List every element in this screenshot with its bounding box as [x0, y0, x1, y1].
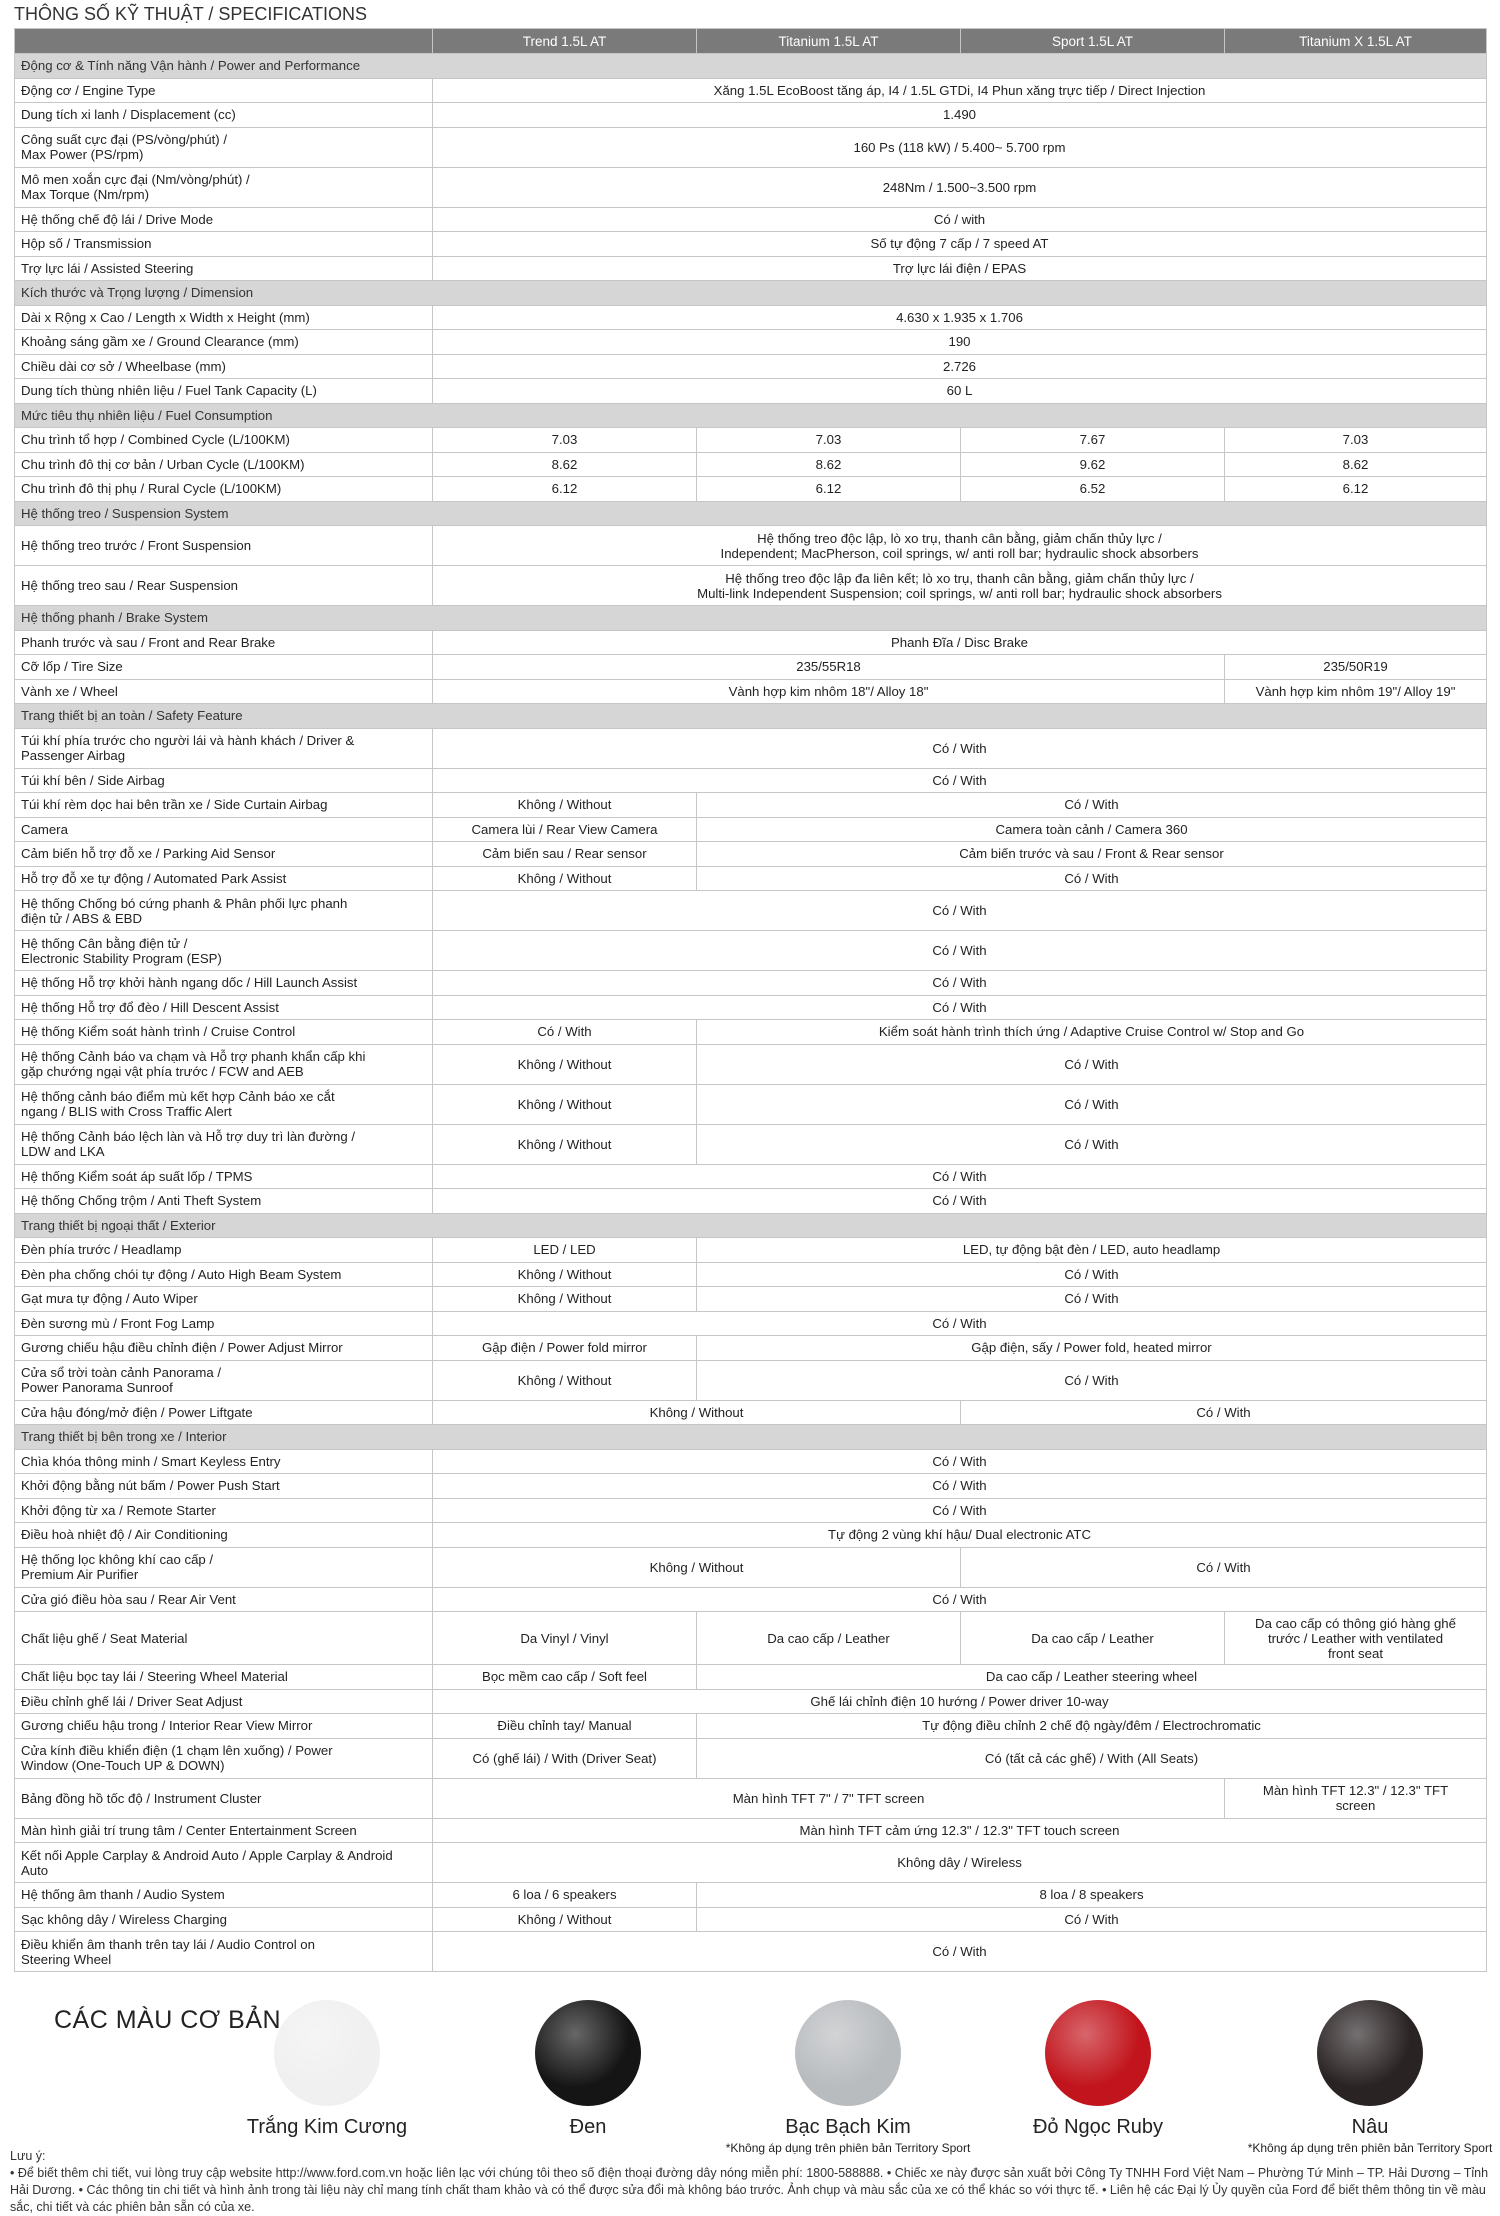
spec-value: Có / With	[433, 1498, 1487, 1523]
color-name: Đen	[569, 2116, 607, 2138]
spec-value: 6.12	[433, 477, 697, 502]
spec-label: Hệ thống cảnh báo điểm mù kết hợp Cảnh báo xe cắt ngang / BLIS with Cross Traffic Alert	[15, 1084, 433, 1124]
spec-value: Màn hình TFT 12.3" / 12.3" TFT screen	[1225, 1778, 1487, 1818]
spec-value: Không / Without	[433, 1360, 697, 1400]
spec-value: 8 loa / 8 speakers	[697, 1883, 1487, 1908]
spec-value: 6.12	[697, 477, 961, 502]
spec-row	[15, 330, 1487, 355]
spec-row	[15, 207, 1487, 232]
spec-label: Hộp số / Transmission	[15, 232, 433, 257]
spec-row	[15, 1449, 1487, 1474]
spec-row	[15, 1714, 1487, 1739]
section-header-row	[15, 403, 1487, 428]
spec-label: Điều khiển âm thanh trên tay lái / Audio Control on Steering Wheel	[15, 1932, 433, 1972]
section-header-row	[15, 606, 1487, 631]
section-title: Mức tiêu thụ nhiên liệu / Fuel Consumption	[15, 403, 1487, 428]
spec-row	[15, 477, 1487, 502]
spec-value: Phanh Đĩa / Disc Brake	[433, 630, 1487, 655]
color-swatch	[718, 2000, 978, 2155]
spec-value: Màn hình TFT 7" / 7" TFT screen	[433, 1778, 1225, 1818]
spec-value: Không / Without	[433, 1547, 961, 1587]
spec-value: Có / With	[433, 931, 1487, 971]
spec-value: Có / With	[433, 1474, 1487, 1499]
spec-value: 7.03	[433, 428, 697, 453]
spec-value: Xăng 1.5L EcoBoost tăng áp, I4 / 1.5L GTDi, I4 Phun xăng trực tiếp / Direct Injection	[433, 78, 1487, 103]
spec-label: Cửa gió điều hòa sau / Rear Air Vent	[15, 1587, 433, 1612]
spec-label: Cửa sổ trời toàn cảnh Panorama / Power Panorama Sunroof	[15, 1360, 433, 1400]
spec-row	[15, 679, 1487, 704]
spec-label: Cỡ lốp / Tire Size	[15, 655, 433, 680]
section-header-row	[15, 501, 1487, 526]
spec-value: Có (tất cả các ghế) / With (All Seats)	[697, 1738, 1487, 1778]
color-name: Nâu	[1351, 2116, 1389, 2138]
spec-value: Bọc mềm cao cấp / Soft feel	[433, 1665, 697, 1690]
spec-value: Có / With	[697, 1907, 1487, 1932]
spec-row	[15, 566, 1487, 606]
spec-label: Gương chiếu hậu điều chỉnh điện / Power Adjust Mirror	[15, 1336, 433, 1361]
color-circle	[274, 2000, 380, 2106]
spec-row	[15, 1262, 1487, 1287]
spec-label: Hệ thống Kiểm soát áp suất lốp / TPMS	[15, 1164, 433, 1189]
spec-value: Có / With	[433, 1587, 1487, 1612]
spec-row	[15, 866, 1487, 891]
spec-row	[15, 1932, 1487, 1972]
spec-row	[15, 1336, 1487, 1361]
spec-row	[15, 891, 1487, 931]
spec-label: Dung tích thùng nhiên liệu / Fuel Tank Capacity (L)	[15, 379, 433, 404]
spec-row	[15, 1360, 1487, 1400]
spec-value: Có / With	[433, 1311, 1487, 1336]
spec-row	[15, 842, 1487, 867]
spec-value: Có / With	[433, 1932, 1487, 1972]
spec-value: Không / Without	[433, 1287, 697, 1312]
section-title: Trang thiết bị ngoại thất / Exterior	[15, 1213, 1487, 1238]
spec-value: Có / With	[433, 1164, 1487, 1189]
spec-row	[15, 1498, 1487, 1523]
spec-value: 160 Ps (118 kW) / 5.400~ 5.700 rpm	[433, 127, 1487, 167]
spec-value: Có / With	[697, 1262, 1487, 1287]
colors-title: CÁC MÀU CƠ BẢN	[54, 2006, 282, 2034]
spec-row	[15, 817, 1487, 842]
spec-value: Da cao cấp / Leather	[697, 1612, 961, 1665]
spec-label: Hệ thống Kiểm soát hành trình / Cruise Control	[15, 1020, 433, 1045]
spec-row	[15, 1612, 1487, 1665]
spec-value: LED / LED	[433, 1238, 697, 1263]
spec-label: Khởi động từ xa / Remote Starter	[15, 1498, 433, 1523]
spec-value: Da cao cấp / Leather steering wheel	[697, 1665, 1487, 1690]
spec-value: 8.62	[697, 452, 961, 477]
trim-header: Titanium X 1.5L AT	[1225, 29, 1487, 54]
spec-row	[15, 728, 1487, 768]
spec-value: Da cao cấp / Leather	[961, 1612, 1225, 1665]
spec-value: Camera toàn cảnh / Camera 360	[697, 817, 1487, 842]
spec-value: Không / Without	[433, 1400, 961, 1425]
spec-label: Dung tích xi lanh / Displacement (cc)	[15, 103, 433, 128]
spec-row	[15, 354, 1487, 379]
spec-row	[15, 1238, 1487, 1263]
section-title: Động cơ & Tính năng Vận hành / Power and Performance	[15, 54, 1487, 79]
spec-row	[15, 1400, 1487, 1425]
spec-row	[15, 630, 1487, 655]
notes-label: Lưu ý:	[10, 2149, 46, 2163]
spec-label: Hệ thống Cảnh báo va chạm và Hỗ trợ phanh khẩn cấp khi gặp chướng ngại vật phía trước / FCW and AEB	[15, 1044, 433, 1084]
section-title: Hệ thống treo / Suspension System	[15, 501, 1487, 526]
spec-value: Có / With	[697, 1044, 1487, 1084]
spec-value: Da Vinyl / Vinyl	[433, 1612, 697, 1665]
color-name: Đỏ Ngọc Ruby	[1032, 2116, 1164, 2138]
spec-label: Khoảng sáng gầm xe / Ground Clearance (mm)	[15, 330, 433, 355]
spec-table	[14, 28, 1487, 1972]
spec-value: Gập điện, sấy / Power fold, heated mirror	[697, 1336, 1487, 1361]
spec-label: Chất liệu ghế / Seat Material	[15, 1612, 433, 1665]
spec-value: Có / With	[697, 866, 1487, 891]
page-title: THÔNG SỐ KỸ THUẬT / SPECIFICATIONS	[14, 4, 368, 24]
spec-label: Hệ thống chế độ lái / Drive Mode	[15, 207, 433, 232]
spec-row	[15, 1778, 1487, 1818]
spec-row	[15, 167, 1487, 207]
spec-value: Không / Without	[433, 866, 697, 891]
trim-header: Sport 1.5L AT	[961, 29, 1225, 54]
spec-row	[15, 1843, 1487, 1883]
spec-value: 235/55R18	[433, 655, 1225, 680]
spec-row	[15, 1738, 1487, 1778]
color-note: *Không áp dụng trên phiên bản Territory Sport	[725, 2141, 971, 2155]
color-circle	[1045, 2000, 1151, 2106]
spec-value: 4.630 x 1.935 x 1.706	[433, 305, 1487, 330]
spec-label: Hệ thống Cân bằng điện tử / Electronic Stability Program (ESP)	[15, 931, 433, 971]
section-header-row	[15, 281, 1487, 306]
spec-label: Điều chỉnh ghế lái / Driver Seat Adjust	[15, 1689, 433, 1714]
spec-value: Cảm biến sau / Rear sensor	[433, 842, 697, 867]
spec-value: Có / With	[433, 1189, 1487, 1214]
spec-row	[15, 1287, 1487, 1312]
spec-row	[15, 1689, 1487, 1714]
color-name: Trắng Kim Cương	[246, 2116, 408, 2138]
spec-label: Hệ thống lọc không khí cao cấp / Premium Air Purifier	[15, 1547, 433, 1587]
spec-value: 190	[433, 330, 1487, 355]
spec-value: Có / With	[433, 1020, 697, 1045]
spec-label: Đèn pha chống chói tự động / Auto High Beam System	[15, 1262, 433, 1287]
spec-label: Đèn sương mù / Front Fog Lamp	[15, 1311, 433, 1336]
spec-value: Có / With	[433, 891, 1487, 931]
spec-row	[15, 655, 1487, 680]
spec-row	[15, 1665, 1487, 1690]
spec-label: Mô men xoắn cực đại (Nm/vòng/phút) / Max Torque (Nm/rpm)	[15, 167, 433, 207]
spec-label: Túi khí bên / Side Airbag	[15, 768, 433, 793]
spec-label: Hệ thống Hỗ trợ khởi hành ngang dốc / Hill Launch Assist	[15, 971, 433, 996]
trim-header-row	[15, 29, 1487, 54]
spec-value: Không / Without	[433, 1084, 697, 1124]
spec-value: 6.52	[961, 477, 1225, 502]
spec-label: Hệ thống Chống trộm / Anti Theft System	[15, 1189, 433, 1214]
spec-label: Chu trình đô thị phụ / Rural Cycle (L/100KM)	[15, 477, 433, 502]
spec-value: Không / Without	[433, 793, 697, 818]
spec-value: Số tự động 7 cấp / 7 speed AT	[433, 232, 1487, 257]
spec-label: Bảng đồng hồ tốc độ / Instrument Cluster	[15, 1778, 433, 1818]
spec-value: Hệ thống treo độc lập đa liên kết; lò xo trụ, thanh cân bằng, giảm chấn thủy lực / Multi-link Independent Suspension; coil springs, w/ anti roll bar; hydraulic shock absorbers	[433, 566, 1487, 606]
spec-value: Không / Without	[433, 1262, 697, 1287]
spec-value: 7.03	[1225, 428, 1487, 453]
color-name: Bạc Bạch Kim	[785, 2116, 911, 2138]
spec-row	[15, 256, 1487, 281]
footnotes	[10, 2148, 1492, 2216]
spec-label: Chiều dài cơ sở / Wheelbase (mm)	[15, 354, 433, 379]
spec-value: LED, tự động bật đèn / LED, auto headlamp	[697, 1238, 1487, 1263]
spec-label: Khởi động bằng nút bấm / Power Push Start	[15, 1474, 433, 1499]
section-title: Trang thiết bị bên trong xe / Interior	[15, 1425, 1487, 1450]
spec-label: Điều hoà nhiệt độ / Air Conditioning	[15, 1523, 433, 1548]
spec-label: Hệ thống âm thanh / Audio System	[15, 1883, 433, 1908]
spec-row	[15, 1523, 1487, 1548]
color-circle	[1317, 2000, 1423, 2106]
spec-value: Tự động điều chỉnh 2 chế độ ngày/đêm / Electrochromatic	[697, 1714, 1487, 1739]
spec-label: Camera	[15, 817, 433, 842]
spec-value: Hệ thống treo độc lập, lò xo trụ, thanh cân bằng, giảm chấn thủy lực / Independent; MacPherson, coil springs, w/ anti roll bar; hydraulic shock absorbers	[433, 526, 1487, 566]
spec-label: Dài x Rộng x Cao / Length x Width x Height (mm)	[15, 305, 433, 330]
spec-label: Phanh trước và sau / Front and Rear Brake	[15, 630, 433, 655]
spec-row	[15, 1044, 1487, 1084]
spec-value: Không / Without	[433, 1907, 697, 1932]
spec-row	[15, 379, 1487, 404]
spec-value: Vành hợp kim nhôm 19"/ Alloy 19"	[1225, 679, 1487, 704]
spec-label: Chất liệu bọc tay lái / Steering Wheel Material	[15, 1665, 433, 1690]
spec-label: Cảm biến hỗ trợ đỗ xe / Parking Aid Sensor	[15, 842, 433, 867]
spec-value: Màn hình TFT cảm ứng 12.3" / 12.3" TFT touch screen	[433, 1818, 1487, 1843]
section-header-row	[15, 1213, 1487, 1238]
spec-label: Hệ thống Cảnh báo lệch làn và Hỗ trợ duy trì làn đường / LDW and LKA	[15, 1124, 433, 1164]
spec-label: Đèn phía trước / Headlamp	[15, 1238, 433, 1263]
spec-row	[15, 1883, 1487, 1908]
spec-value: Cảm biến trước và sau / Front & Rear sensor	[697, 842, 1487, 867]
spec-row	[15, 127, 1487, 167]
spec-row	[15, 1164, 1487, 1189]
spec-value: 1.490	[433, 103, 1487, 128]
spec-label: Hệ thống treo sau / Rear Suspension	[15, 566, 433, 606]
spec-row	[15, 768, 1487, 793]
spec-value: 248Nm / 1.500~3.500 rpm	[433, 167, 1487, 207]
spec-value: Ghế lái chỉnh điện 10 hướng / Power driver 10-way	[433, 1689, 1487, 1714]
spec-value: 9.62	[961, 452, 1225, 477]
spec-label: Gương chiếu hậu trong / Interior Rear View Mirror	[15, 1714, 433, 1739]
spec-value: Có / With	[697, 1124, 1487, 1164]
color-swatch	[458, 2000, 718, 2141]
spec-label: Công suất cực đại (PS/vòng/phút) / Max Power (PS/rpm)	[15, 127, 433, 167]
spec-value: Điều chỉnh tay/ Manual	[433, 1714, 697, 1739]
spec-row	[15, 1189, 1487, 1214]
color-note: *Không áp dụng trên phiên bản Territory Sport	[1247, 2141, 1493, 2155]
spec-value: 7.03	[697, 428, 961, 453]
spec-value: Có / With	[697, 1360, 1487, 1400]
color-circle	[535, 2000, 641, 2106]
spec-value: Có / With	[433, 728, 1487, 768]
spec-label: Chu trình tổ hợp / Combined Cycle (L/100KM)	[15, 428, 433, 453]
spec-value: Có / with	[433, 207, 1487, 232]
spec-row	[15, 78, 1487, 103]
spec-label: Túi khí phía trước cho người lái và hành khách / Driver & Passenger Airbag	[15, 728, 433, 768]
spec-label: Vành xe / Wheel	[15, 679, 433, 704]
spec-label: Gạt mưa tự động / Auto Wiper	[15, 1287, 433, 1312]
spec-value: Không / Without	[433, 1124, 697, 1164]
spec-row	[15, 1124, 1487, 1164]
spec-row	[15, 793, 1487, 818]
color-swatch	[968, 2000, 1228, 2141]
spec-row	[15, 1587, 1487, 1612]
spec-value: Có / With	[697, 1287, 1487, 1312]
spec-value: 6.12	[1225, 477, 1487, 502]
section-header-row	[15, 54, 1487, 79]
spec-row	[15, 103, 1487, 128]
spec-value: Trợ lực lái điện / EPAS	[433, 256, 1487, 281]
section-header-row	[15, 1425, 1487, 1450]
spec-value: Kiểm soát hành trình thích ứng / Adaptive Cruise Control w/ Stop and Go	[697, 1020, 1487, 1045]
spec-value: Camera lùi / Rear View Camera	[433, 817, 697, 842]
spec-label: Cửa kính điều khiển điện (1 chạm lên xuống) / Power Window (One-Touch UP & DOWN)	[15, 1738, 433, 1778]
spec-value: 235/50R19	[1225, 655, 1487, 680]
spec-value: 60 L	[433, 379, 1487, 404]
spec-label: Chìa khóa thông minh / Smart Keyless Entry	[15, 1449, 433, 1474]
spec-value: Có / With	[961, 1400, 1487, 1425]
spec-label: Chu trình đô thị cơ bản / Urban Cycle (L/100KM)	[15, 452, 433, 477]
spec-row	[15, 428, 1487, 453]
section-title: Kích thước và Trọng lượng / Dimension	[15, 281, 1487, 306]
color-swatch	[197, 2000, 457, 2141]
spec-row	[15, 971, 1487, 996]
spec-label: Sạc không dây / Wireless Charging	[15, 1907, 433, 1932]
spec-label: Động cơ / Engine Type	[15, 78, 433, 103]
spec-value: 8.62	[1225, 452, 1487, 477]
spec-value: Có (ghế lái) / With (Driver Seat)	[433, 1738, 697, 1778]
spec-row	[15, 1907, 1487, 1932]
spec-value: 6 loa / 6 speakers	[433, 1883, 697, 1908]
trim-header: Titanium 1.5L AT	[697, 29, 961, 54]
color-circle	[795, 2000, 901, 2106]
header-blank	[15, 29, 433, 54]
spec-value: Có / With	[433, 768, 1487, 793]
spec-value: Có / With	[961, 1547, 1487, 1587]
spec-label: Hệ thống treo trước / Front Suspension	[15, 526, 433, 566]
spec-label: Hệ thống Chống bó cứng phanh & Phân phối lực phanh điện tử / ABS & EBD	[15, 891, 433, 931]
spec-value: 8.62	[433, 452, 697, 477]
spec-label: Màn hình giải trí trung tâm / Center Entertainment Screen	[15, 1818, 433, 1843]
section-title: Hệ thống phanh / Brake System	[15, 606, 1487, 631]
spec-value: Không / Without	[433, 1044, 697, 1084]
spec-label: Hỗ trợ đỗ xe tự động / Automated Park Assist	[15, 866, 433, 891]
spec-label: Hệ thống Hỗ trợ đổ đèo / Hill Descent Assist	[15, 995, 433, 1020]
spec-row	[15, 1020, 1487, 1045]
spec-row	[15, 305, 1487, 330]
spec-row	[15, 1547, 1487, 1587]
spec-row	[15, 1311, 1487, 1336]
notes-text: • Để biết thêm chi tiết, vui lòng truy cập website http://www.ford.com.vn hoặc liên lạc với chúng tôi theo số điện thoại đường dây nóng miễn phí: 1800-588888. • Chiếc xe này được sản xuất bởi Công Ty TNHH Ford Việt Nam – Phường Tứ Minh – TP. Hải Dương – Tỉnh Hải Dương. • Các thông tin chi tiết và hình ảnh trong tài liệu này chỉ mang tính chất tham khảo và có thể được sửa đổi mà không báo trước. Ảnh chụp và màu sắc của xe có thể khác so với thực tế. • Liên hệ các Đại lý Ủy quyền của Ford để biết thêm thông tin về màu sắc, chi tiết và các phiên bản sẵn có của xe.	[10, 2166, 1489, 2214]
spec-row	[15, 1084, 1487, 1124]
spec-value: Có / With	[433, 1449, 1487, 1474]
spec-value: Có / With	[697, 793, 1487, 818]
spec-value: Da cao cấp có thông gió hàng ghế trước / Leather with ventilated front seat	[1225, 1612, 1487, 1665]
spec-label: Kết nối Apple Carplay & Android Auto / Apple Carplay & Android Auto	[15, 1843, 433, 1883]
spec-value: 2.726	[433, 354, 1487, 379]
spec-value: Có / With	[697, 1084, 1487, 1124]
spec-value: Gập điện / Power fold mirror	[433, 1336, 697, 1361]
spec-row	[15, 232, 1487, 257]
section-header-row	[15, 704, 1487, 729]
color-swatch	[1240, 2000, 1500, 2155]
spec-row	[15, 931, 1487, 971]
spec-row	[15, 995, 1487, 1020]
spec-row	[15, 1818, 1487, 1843]
spec-row	[15, 526, 1487, 566]
spec-value: 7.67	[961, 428, 1225, 453]
spec-label: Túi khí rèm dọc hai bên trần xe / Side Curtain Airbag	[15, 793, 433, 818]
spec-value: Tự động 2 vùng khí hậu/ Dual electronic ATC	[433, 1523, 1487, 1548]
spec-value: Không dây / Wireless	[433, 1843, 1487, 1883]
spec-label: Trợ lực lái / Assisted Steering	[15, 256, 433, 281]
spec-row	[15, 452, 1487, 477]
spec-value: Vành hợp kim nhôm 18"/ Alloy 18"	[433, 679, 1225, 704]
spec-row	[15, 1474, 1487, 1499]
spec-label: Cửa hậu đóng/mở điện / Power Liftgate	[15, 1400, 433, 1425]
trim-header: Trend 1.5L AT	[433, 29, 697, 54]
spec-value: Có / With	[433, 971, 1487, 996]
spec-value: Có / With	[433, 995, 1487, 1020]
section-title: Trang thiết bị an toàn / Safety Feature	[15, 704, 1487, 729]
